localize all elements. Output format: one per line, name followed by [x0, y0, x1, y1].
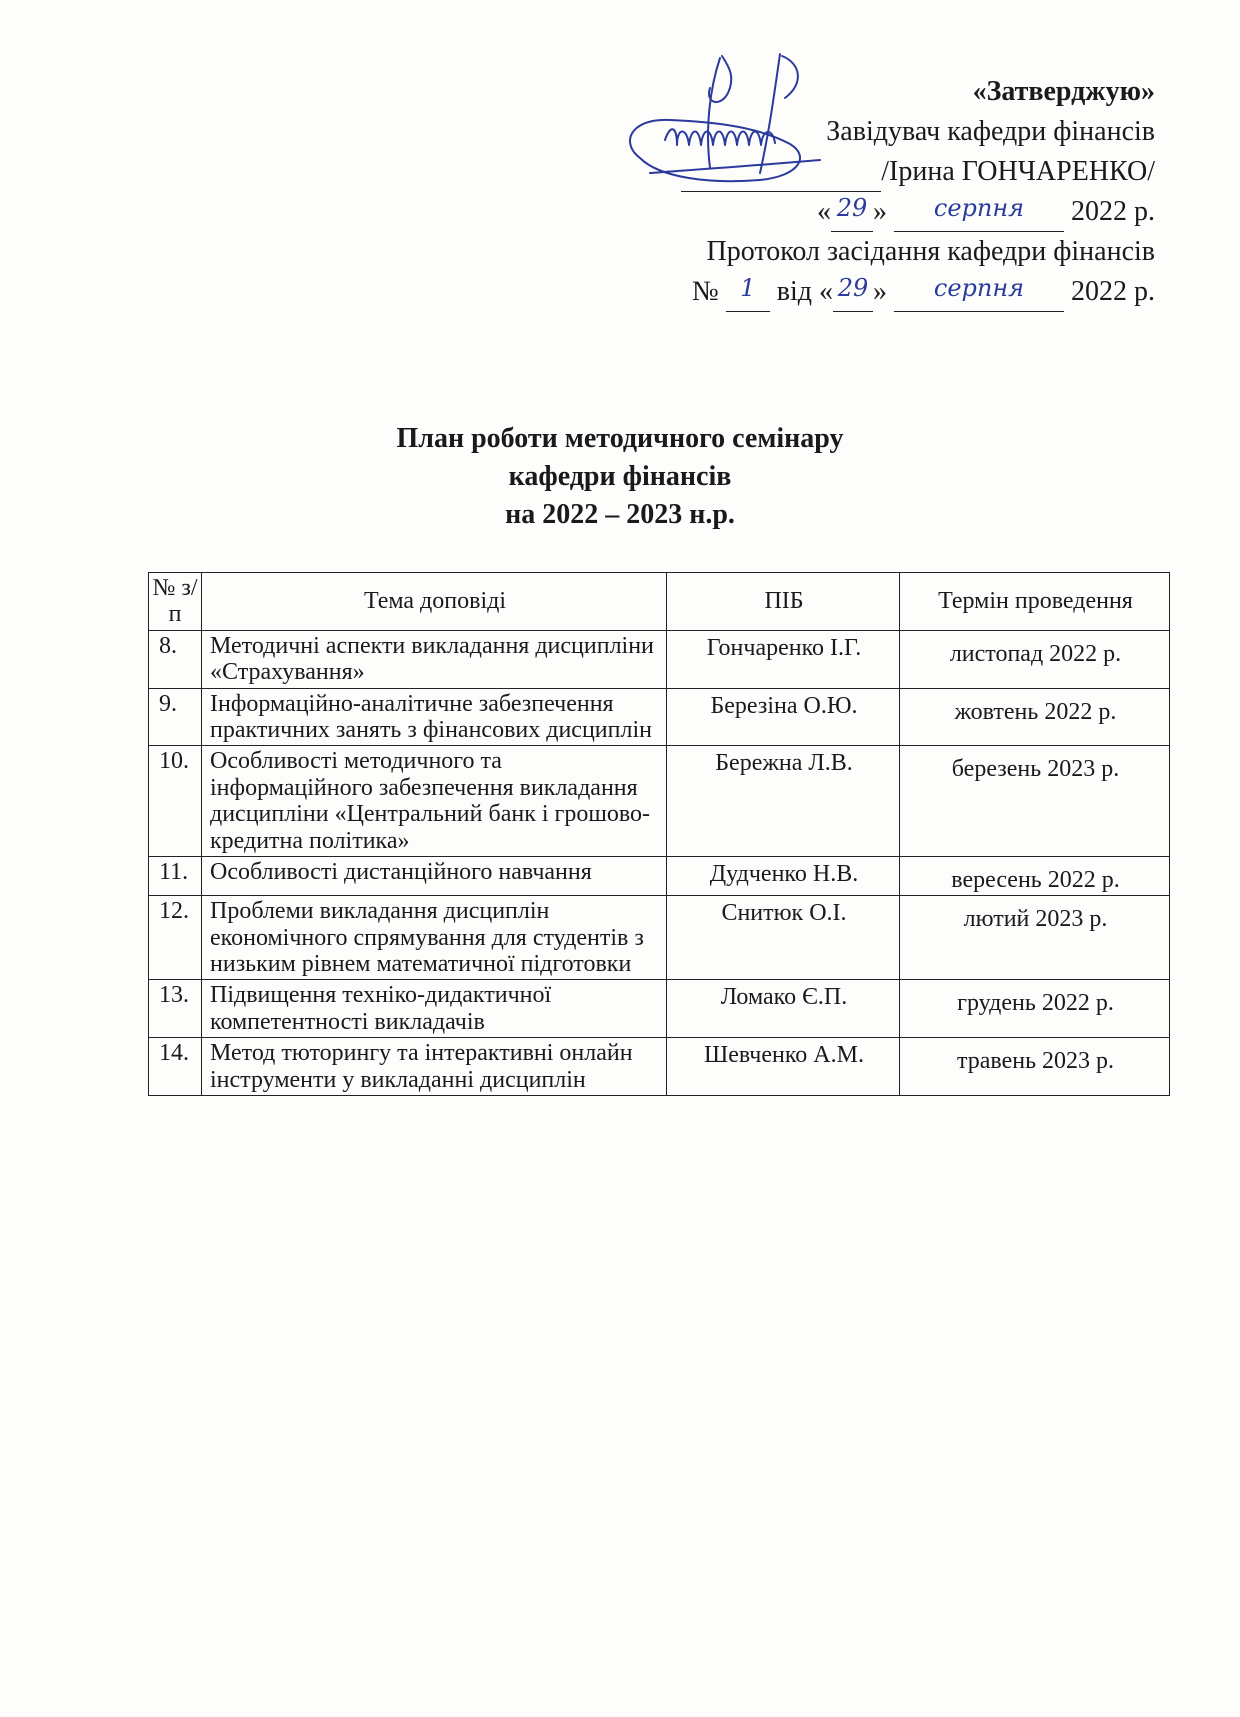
row-name: Дудченко Н.В.	[667, 856, 900, 895]
row-num: 9.	[149, 688, 202, 746]
row-date: листопад 2022 р.	[900, 630, 1170, 688]
row-num: 10.	[149, 746, 202, 857]
header-num: № з/п	[149, 573, 202, 631]
protocol-from-label: від «	[776, 276, 833, 307]
row-name: Шевченко А.М.	[667, 1038, 900, 1096]
protocol-number: 1	[740, 274, 756, 302]
date-day: 29	[836, 194, 868, 222]
table-row	[149, 688, 1170, 746]
row-topic: Особливості дистанційного навчання	[202, 856, 667, 895]
row-date: грудень 2022 р.	[900, 980, 1170, 1038]
row-date: лютий 2023 р.	[900, 896, 1170, 980]
row-num: 12.	[149, 896, 202, 980]
protocol-title: Протокол засідання кафедри фінансів	[706, 236, 1155, 267]
date-month: серпня	[933, 194, 1025, 222]
table-row	[149, 856, 1170, 895]
protocol-month: серпня	[933, 274, 1025, 302]
row-name: Бережна Л.В.	[667, 746, 900, 857]
table-row	[149, 630, 1170, 688]
row-topic: Метод тюторингу та інтерактивні онлайн інструменти у викладанні дисциплін	[202, 1038, 667, 1096]
signature-blank	[681, 152, 881, 192]
document-title	[0, 420, 1240, 534]
row-topic: Підвищення техніко-дидактичної компетентності викладачів	[202, 980, 667, 1038]
row-num: 14.	[149, 1038, 202, 1096]
table-row	[149, 896, 1170, 980]
row-name: Ломако Є.П.	[667, 980, 900, 1038]
table-row	[149, 746, 1170, 857]
table-row	[149, 1038, 1170, 1096]
row-topic: Інформаційно-аналітичне забезпечення практичних занять з фінансових дисциплін	[202, 688, 667, 746]
protocol-line	[681, 272, 1155, 312]
approval-title: «Затверджую»	[972, 76, 1155, 107]
date-day-blank	[831, 192, 873, 232]
approval-date-line	[681, 192, 1155, 232]
protocol-day: 29	[837, 274, 869, 302]
table-header-row	[149, 573, 1170, 631]
date-year: 2022 р.	[1071, 196, 1155, 227]
header-name: ПІБ	[667, 573, 900, 631]
approval-block	[681, 72, 1155, 312]
title-line-3: на 2022 – 2023 н.р.	[505, 499, 735, 530]
protocol-number-blank	[726, 272, 770, 312]
row-num: 8.	[149, 630, 202, 688]
row-name: Снитюк О.І.	[667, 896, 900, 980]
row-topic: Проблеми викладання дисциплін економічного спрямування для студентів з низьким рівнем математичної підготовки	[202, 896, 667, 980]
protocol-month-blank	[894, 272, 1064, 312]
date-open-quote: «	[817, 196, 831, 227]
approval-name-line	[681, 152, 1155, 192]
approval-position: Завідувач кафедри фінансів	[826, 116, 1155, 147]
protocol-year: 2022 р.	[1071, 276, 1155, 307]
date-close-quote: »	[873, 196, 887, 227]
date-month-blank	[894, 192, 1064, 232]
row-num: 11.	[149, 856, 202, 895]
row-name: Гончаренко І.Г.	[667, 630, 900, 688]
protocol-close-quote: »	[873, 276, 887, 307]
seminar-plan-table	[148, 572, 1170, 1096]
row-num: 13.	[149, 980, 202, 1038]
row-name: Березіна О.Ю.	[667, 688, 900, 746]
title-line-1: План роботи методичного семінару	[396, 423, 844, 454]
row-topic: Особливості методичного та інформаційного забезпечення викладання дисципліни «Центральний банк і грошово-кредитна політика»	[202, 746, 667, 857]
row-topic: Методичні аспекти викладання дисципліни «Страхування»	[202, 630, 667, 688]
row-date: вересень 2022 р.	[900, 856, 1170, 895]
header-topic: Тема доповіді	[202, 573, 667, 631]
approval-name: /Ірина ГОНЧАРЕНКО/	[881, 156, 1155, 187]
protocol-number-label: №	[692, 276, 719, 307]
row-date: травень 2023 р.	[900, 1038, 1170, 1096]
protocol-day-blank	[833, 272, 873, 312]
table-row	[149, 980, 1170, 1038]
header-date: Термін проведення	[900, 573, 1170, 631]
row-date: березень 2023 р.	[900, 746, 1170, 857]
row-date: жовтень 2022 р.	[900, 688, 1170, 746]
title-line-2: кафедри фінансів	[508, 461, 732, 492]
